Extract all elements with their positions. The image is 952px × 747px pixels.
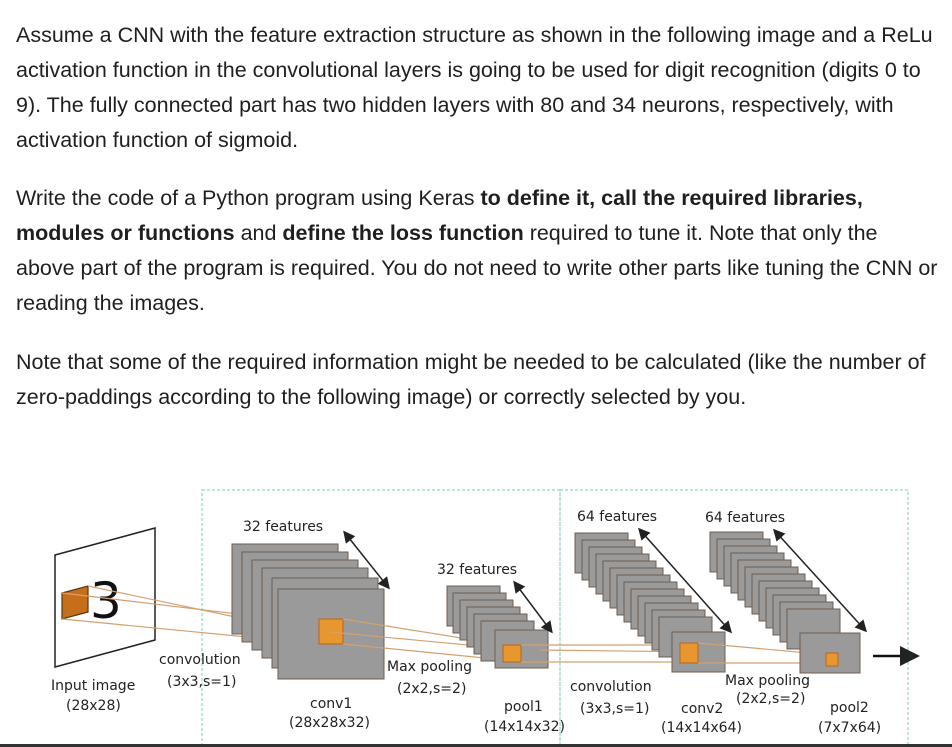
pool2-kernel [826, 653, 838, 666]
question-paragraph-3: Note that some of the required information might be needed to be calculated (like the number of zero-paddings according to the following image) or correctly selected by you. [16, 350, 926, 409]
pool1-op-label: Max pooling [387, 659, 472, 675]
cnn-architecture-diagram [0, 470, 952, 747]
text: and [234, 221, 283, 245]
pool1-features-label: 32 features [437, 562, 518, 578]
conv1-op-label: convolution [159, 652, 241, 668]
conv1-features-label: 32 features [243, 519, 324, 535]
question-paragraph-2 [16, 181, 941, 321]
conv1-feature-maps [232, 544, 384, 679]
pool2-op-label: Max pooling [725, 673, 810, 689]
conv2-label: conv2 [681, 701, 724, 717]
pool1-op-params: (2x2,s=2) [397, 681, 467, 697]
pool2-op-params: (2x2,s=2) [736, 691, 806, 707]
pool1-label: pool1 [504, 699, 543, 715]
input-label: Input image [51, 678, 136, 694]
text: Write the code of a Python program using Keras [16, 186, 481, 210]
pool2-features-label: 64 features [705, 510, 786, 526]
conv2-op-label: convolution [570, 679, 652, 695]
conv2-features-label: 64 features [577, 509, 658, 525]
text: required to tune it. Note that only the above part of the program is required. You do not need to write other parts like tuning the CNN or reading the images. [16, 221, 938, 315]
conv2-size: (14x14x64) [661, 720, 742, 736]
question-paragraph-1: Assume a CNN with the feature extraction structure as shown in the following image and a ReLu activation function in the convolutional layers is going to be used for digit recognition (digits 0 to 9). The fully connected part has two hidden layers with 80 and 34 neurons, respectively, with activation function of sigmoid. [16, 23, 933, 152]
bold-text: define the loss function [282, 221, 524, 245]
conv1-size: (28x28x32) [289, 715, 370, 731]
pool1-kernel [503, 645, 521, 662]
conv2-kernel [680, 643, 698, 663]
conv1-op-params: (3x3,s=1) [167, 674, 237, 690]
pool1-size: (14x14x32) [484, 719, 565, 735]
conv2-op-params: (3x3,s=1) [580, 701, 650, 717]
pool2-feature-maps [710, 532, 860, 673]
pool2-size: (7x7x64) [818, 720, 882, 736]
digit-glyph: 3 [90, 572, 122, 630]
input-size: (28x28) [66, 698, 121, 714]
pool2-label: pool2 [830, 700, 869, 716]
bold-text: to define it, call the required libraries, modules or functions [16, 186, 863, 245]
conv1-label: conv1 [310, 696, 353, 712]
